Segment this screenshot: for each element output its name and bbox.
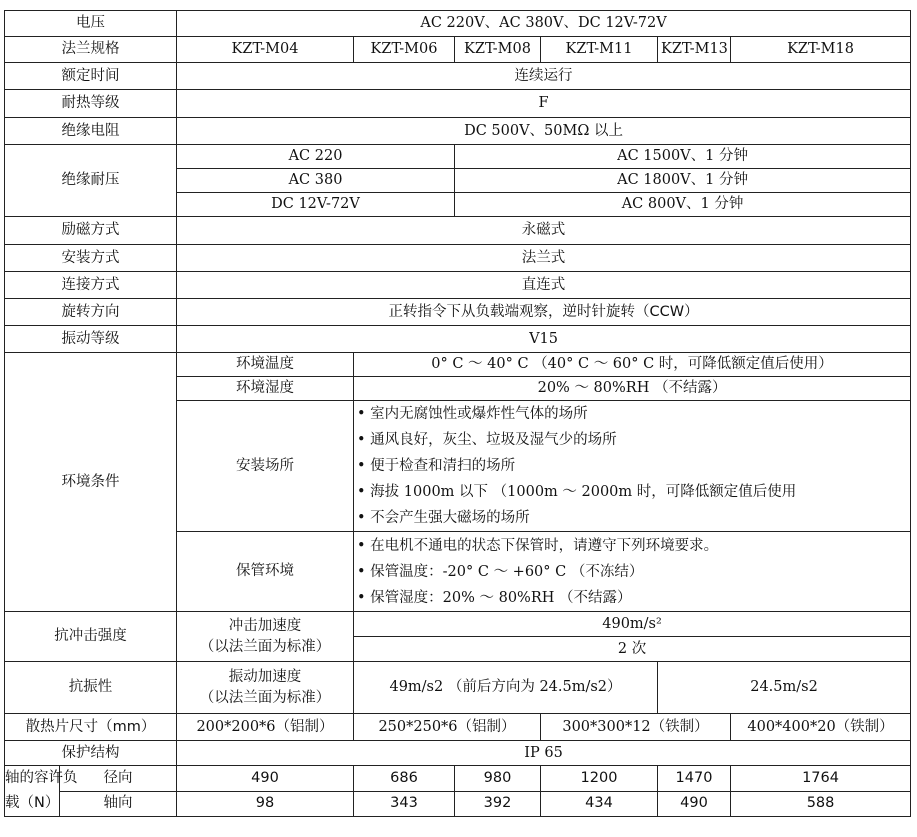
flange-m11: KZT-M11 xyxy=(541,37,658,63)
heatsink-size: 200*200*6（铝制） xyxy=(177,714,354,741)
radial-load: 980 xyxy=(455,766,541,792)
withstand-supply: DC 12V-72V xyxy=(177,193,455,217)
vib-sub-label xyxy=(177,662,354,714)
row-insulation-resistance xyxy=(5,118,911,145)
env-storage-item: • 保管温度：-20° C ～ +60° C （不冻结） xyxy=(357,563,644,580)
label-env-site: 安装场所 xyxy=(177,401,354,532)
heatsink-size: 300*300*12（铁制） xyxy=(541,714,731,741)
row-load-axial xyxy=(5,791,911,817)
label-env-humidity: 环境湿度 xyxy=(177,377,354,401)
flange-m04: KZT-M04 xyxy=(177,37,354,63)
label-load-axial: 轴向 xyxy=(60,791,177,817)
radial-load: 1764 xyxy=(731,766,911,792)
env-storage-list xyxy=(354,532,911,612)
value-vib-a: 49m/s2 （前后方向为 24.5m/s2） xyxy=(354,662,658,714)
shock-sub-line2: （以法兰面为标准） xyxy=(199,638,331,655)
row-heatsink xyxy=(5,714,911,741)
label-withstand: 绝缘耐压 xyxy=(5,145,177,217)
row-shock-1 xyxy=(5,612,911,637)
radial-load: 1200 xyxy=(541,766,658,792)
label-shock: 抗冲击强度 xyxy=(5,612,177,662)
value-vib-b: 24.5m/s2 xyxy=(658,662,911,714)
label-excitation: 励磁方式 xyxy=(5,217,177,245)
flange-m08: KZT-M08 xyxy=(455,37,541,63)
env-site-item: • 海拔 1000m 以下 （1000m ～ 2000m 时，可降低额定值后使用 xyxy=(357,484,797,500)
radial-load: 686 xyxy=(354,766,455,792)
withstand-test: AC 1800V、1 分钟 xyxy=(455,169,911,193)
radial-load: 490 xyxy=(177,766,354,792)
load-label-line2: 载（N） xyxy=(5,795,60,811)
label-insulation-resistance: 绝缘电阻 xyxy=(5,118,177,145)
withstand-test: AC 1500V、1 分钟 xyxy=(455,145,911,169)
env-site-list xyxy=(354,401,911,532)
vib-sub-line1: 振动加速度 xyxy=(228,668,302,685)
heatsink-size: 400*400*20（铁制） xyxy=(731,714,911,741)
label-rotation: 旋转方向 xyxy=(5,299,177,326)
label-mounting: 安装方式 xyxy=(5,245,177,272)
label-protection: 保护结构 xyxy=(5,741,177,766)
withstand-test: AC 800V、1 分钟 xyxy=(455,193,911,217)
label-vib-resist: 抗振性 xyxy=(5,662,177,714)
value-rated-time: 连续运行 xyxy=(177,63,911,90)
row-env-temp xyxy=(5,353,911,377)
label-voltage: 电压 xyxy=(5,11,177,37)
label-load-radial: 径向 xyxy=(60,766,177,792)
axial-load: 98 xyxy=(177,791,354,817)
withstand-supply: AC 220 xyxy=(177,145,455,169)
flange-m18: KZT-M18 xyxy=(731,37,911,63)
flange-m06: KZT-M06 xyxy=(354,37,455,63)
withstand-supply: AC 380 xyxy=(177,169,455,193)
value-rotation: 正转指令下从负载端观察，逆时针旋转（CCW） xyxy=(177,299,911,326)
value-vibration-class: V15 xyxy=(177,326,911,353)
label-load xyxy=(5,766,78,817)
label-flange: 法兰规格 xyxy=(5,37,177,63)
shock-sub-line1: 冲击加速度 xyxy=(228,617,302,634)
label-env-temp: 环境温度 xyxy=(177,353,354,377)
label-env-storage: 保管环境 xyxy=(177,532,354,612)
env-storage-item: • 保管湿度：20% ～ 80%RH （不结露） xyxy=(357,589,632,606)
value-heat-class: F xyxy=(177,90,911,118)
value-shock-accel: 490m/s² xyxy=(354,612,911,637)
row-heat-class xyxy=(5,90,911,118)
row-mounting xyxy=(5,245,911,272)
value-env-humidity: 20% ～ 80%RH （不结露） xyxy=(354,377,911,401)
load-label-line1: 轴的容许负 xyxy=(5,770,78,786)
value-voltage: AC 220V、AC 380V、DC 12V-72V xyxy=(177,11,911,37)
env-site-item: • 通风良好，灰尘、垃圾及湿气少的场所 xyxy=(357,432,617,448)
row-rated-time xyxy=(5,63,911,90)
env-site-item: • 室内无腐蚀性或爆炸性气体的场所 xyxy=(357,406,588,422)
value-connection: 直连式 xyxy=(177,272,911,299)
label-heatsink: 散热片尺寸（mm） xyxy=(5,714,177,741)
row-vib-resist xyxy=(5,662,911,714)
row-load-radial xyxy=(5,766,911,792)
radial-load: 1470 xyxy=(658,766,731,792)
label-vibration-class: 振动等级 xyxy=(5,326,177,353)
value-protection: IP 65 xyxy=(177,741,911,766)
axial-load: 343 xyxy=(354,791,455,817)
row-flange xyxy=(5,37,911,63)
row-connection xyxy=(5,272,911,299)
label-connection: 连接方式 xyxy=(5,272,177,299)
value-env-temp: 0° C ～ 40° C （40° C ～ 60° C 时，可降低额定值后使用） xyxy=(354,353,911,377)
value-insulation-resistance: DC 500V、50MΩ 以上 xyxy=(177,118,911,145)
env-storage-item: • 在电机不通电的状态下保管时，请遵守下列环境要求。 xyxy=(357,537,719,554)
label-rated-time: 额定时间 xyxy=(5,63,177,90)
row-protection xyxy=(5,741,911,766)
env-site-item: • 不会产生强大磁场的场所 xyxy=(357,510,530,526)
row-rotation xyxy=(5,299,911,326)
row-excitation xyxy=(5,217,911,245)
shock-sub-label xyxy=(177,612,354,662)
axial-load: 392 xyxy=(455,791,541,817)
value-mounting: 法兰式 xyxy=(177,245,911,272)
axial-load: 490 xyxy=(658,791,731,817)
axial-load: 588 xyxy=(731,791,911,817)
value-shock-count: 2 次 xyxy=(354,637,911,662)
row-vibration-class xyxy=(5,326,911,353)
spec-table xyxy=(4,10,911,817)
heatsink-size: 250*250*6（铝制） xyxy=(354,714,541,741)
value-excitation: 永磁式 xyxy=(177,217,911,245)
row-withstand-1 xyxy=(5,145,911,169)
vib-sub-line2: （以法兰面为标准） xyxy=(199,689,331,706)
axial-load: 434 xyxy=(541,791,658,817)
row-voltage xyxy=(5,11,911,37)
env-site-item: • 便于检查和清扫的场所 xyxy=(357,458,516,474)
label-environment: 环境条件 xyxy=(5,353,177,612)
flange-m13: KZT-M13 xyxy=(658,37,731,63)
label-heat-class: 耐热等级 xyxy=(5,90,177,118)
